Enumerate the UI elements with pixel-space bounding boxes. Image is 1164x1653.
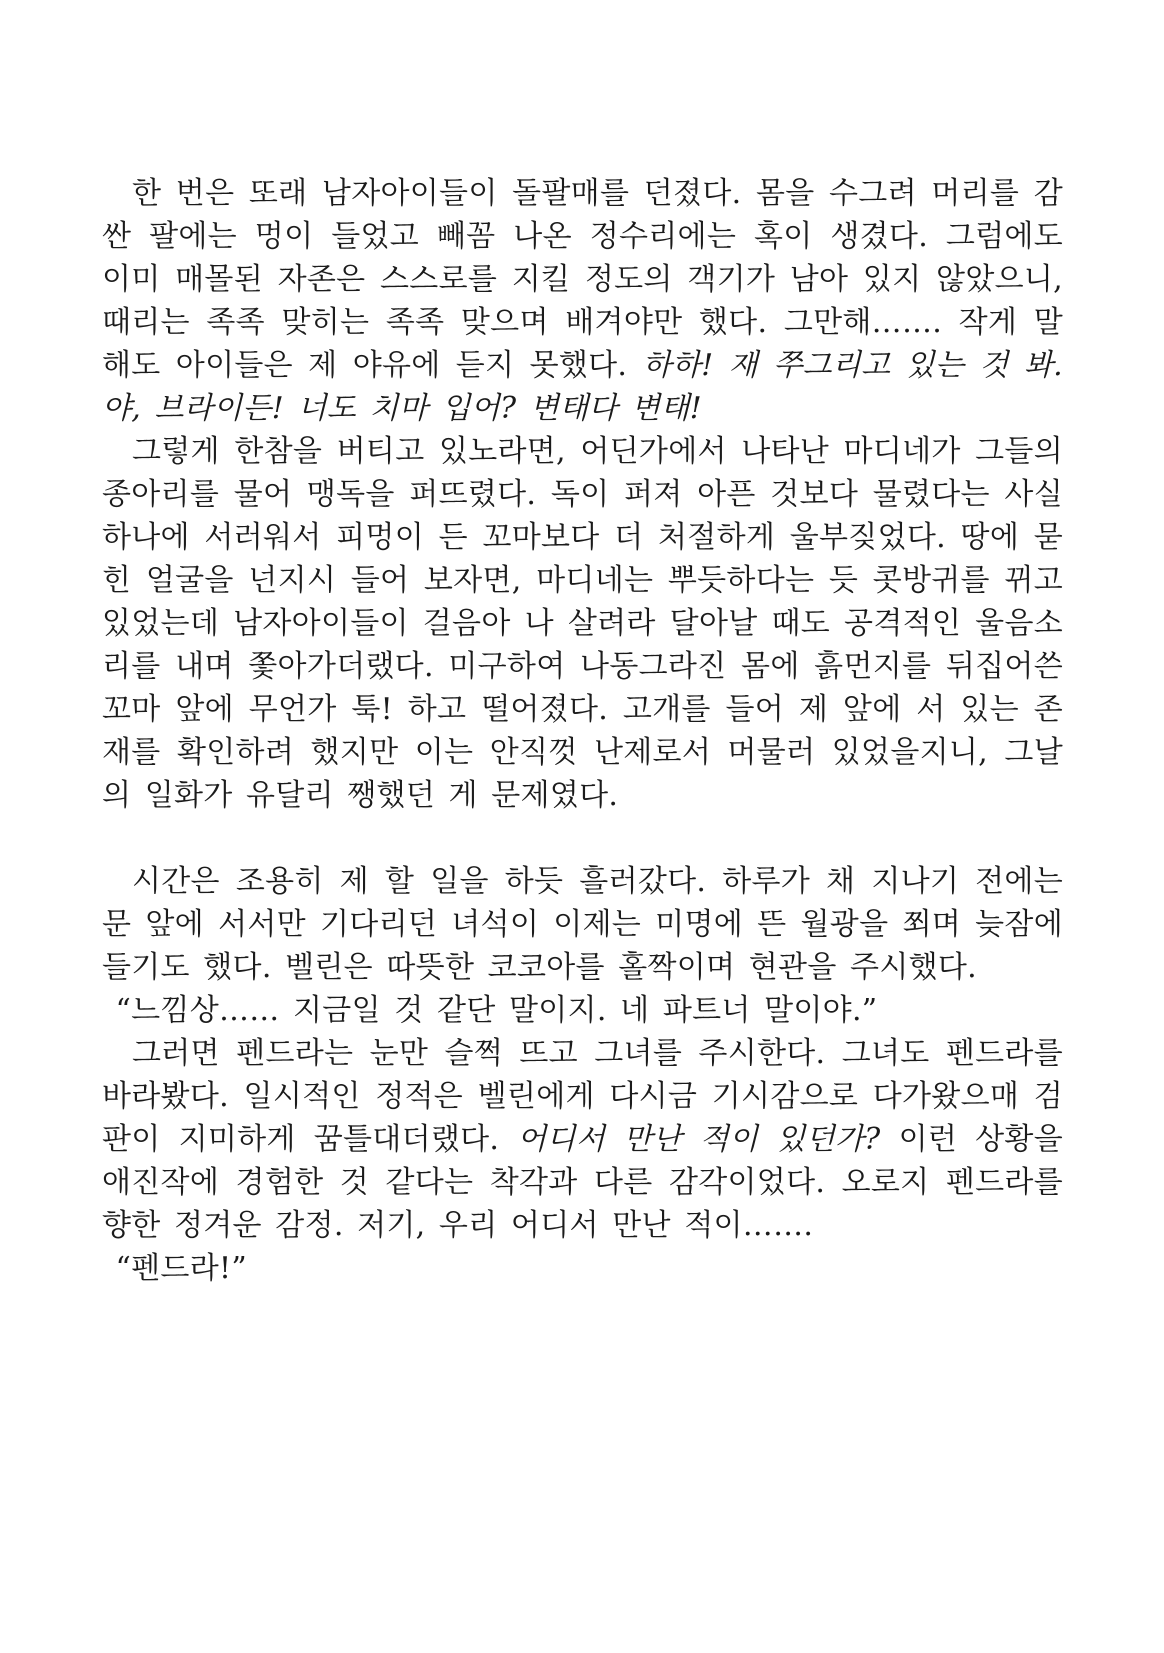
dialogue-paragraph [102, 989, 1063, 1032]
italic-text-run: 하하! 재 쭈그리고 있는 것 봐. 야, 브라이든! 너도 치마 입어? 변태다 변태! [102, 348, 1064, 426]
text-run: 그러면 펜드라는 눈만 슬쩍 뜨고 그녀를 주시한다. 그녀도 펜드라를 바라봤다. 일시적인 정적은 벨린에게 다시금 기시감으로 다가왔으매 검판이 지미하게 꿈틀대더랬다. [102, 1036, 1063, 1157]
italic-text-run: 어디서 만난 적이 있던가? [517, 1122, 881, 1157]
body-paragraph [102, 430, 1063, 817]
body-paragraph [102, 860, 1063, 989]
dialogue-paragraph [102, 1247, 1063, 1290]
text-run: “펜드라!” [115, 1251, 247, 1286]
text-run: 이런 상황을 애진작에 경험한 것 같다는 착각과 다른 감각이었다. 오로지 펜드라를 향한 정겨운 감정. 저기, 우리 어디서 만난 적이……. [102, 1122, 1063, 1243]
body-paragraph [102, 1032, 1063, 1247]
text-run: “느낌상…… 지금일 것 같단 말이지. 네 파트너 말이야.” [115, 993, 878, 1028]
text-run: 한 번은 또래 남자아이들이 돌팔매를 던졌다. 몸을 수그려 머리를 감싼 팔에는 멍이 들었고 빼꼼 나온 정수리에는 혹이 생겼다. 그럼에도 이미 매몰된 자존은 스스로를 지킬 정도의 객기가 남아 있지 않았으니, 때리는 족족 맞히는 족족 맞으며 배겨야만 했다. 그만해……. 작게 말해도 아이들은 제 야유에 듣지 못했다. [102, 176, 1063, 383]
body-paragraph [102, 172, 1063, 430]
text-block [102, 172, 1063, 1290]
text-run: 시간은 조용히 제 할 일을 하듯 흘러갔다. 하루가 채 지나기 전에는 문 앞에 서서만 기다리던 녀석이 이제는 미명에 뜬 월광을 쬐며 늦잠에 들기도 했다. 벨린은 따뜻한 코코아를 홀짝이며 현관을 주시했다. [102, 864, 1063, 985]
text-run: 그렇게 한참을 버티고 있노라면, 어딘가에서 나타난 마디네가 그들의 종아리를 물어 맹독을 퍼뜨렸다. 독이 퍼져 아픈 것보다 물렸다는 사실 하나에 서러워서 피멍이 든 꼬마보다 더 처절하게 울부짖었다. 땅에 묻힌 얼굴을 넌지시 들어 보자면, 마디네는 뿌듯하다는 듯 콧방귀를 뀌고 있었는데 남자아이들이 걸음아 나 살려라 달아날 때도 공격적인 울음소리를 내며 쫓아가더랬다. 미구하여 나동그라진 몸에 흙먼지를 뒤집어쓴 꼬마 앞에 무언가 툭! 하고 떨어졌다. 고개를 들어 제 앞에 서 있는 존재를 확인하려 했지만 이는 안직껏 난제로서 머물러 있었을지니, 그날의 일화가 유달리 쨍했던 게 문제였다. [102, 434, 1063, 813]
